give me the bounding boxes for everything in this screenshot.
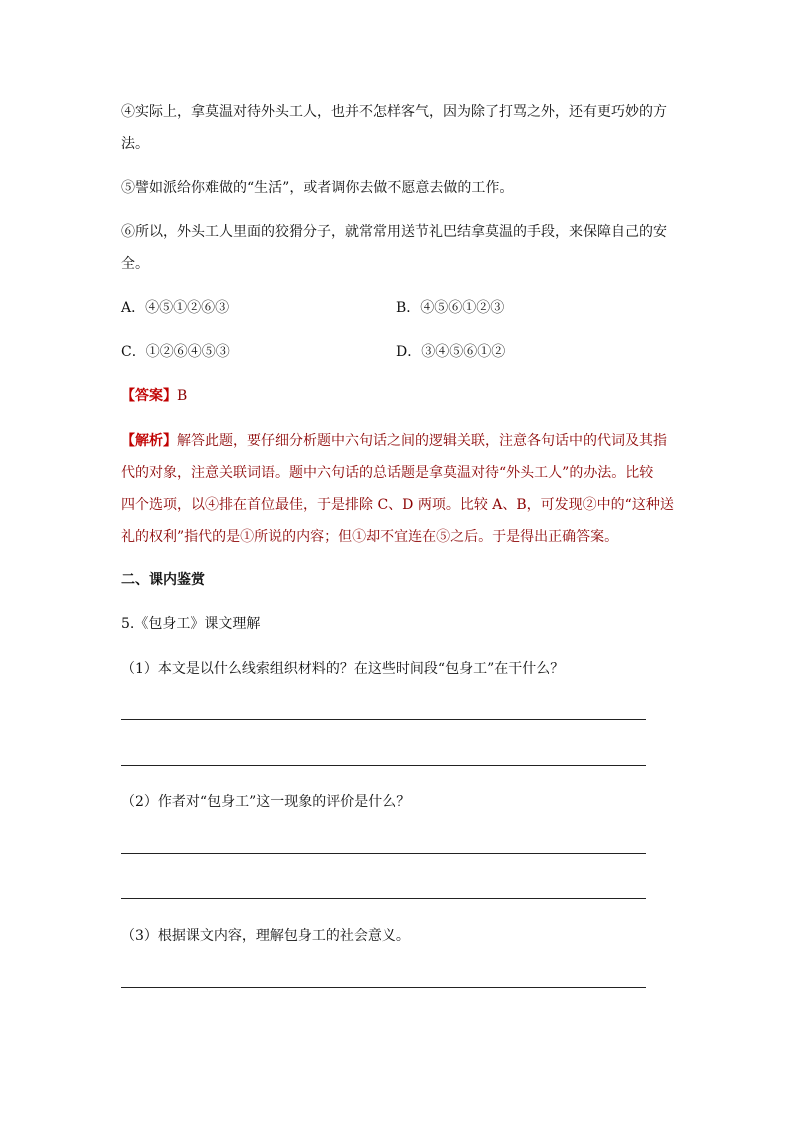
option-a: A．④⑤①②⑥③ <box>121 300 230 316</box>
section-heading: 二、课内鉴赏 <box>121 572 205 588</box>
analysis-text-1: 解答此题，要仔细分析题中六句话之间的逻辑关联，注意各句话中的代词及其指 <box>177 433 667 449</box>
question-title: 5.《包身工》课文理解 <box>121 616 261 632</box>
sentence-5: ⑤譬如派给你难做的“生活”，或者调你去做不愿意去做的工作。 <box>121 180 514 196</box>
answer-blank-line[interactable] <box>121 987 646 988</box>
question-1: （1）本文是以什么线索组织材料的？在这些时间段“包身工”在干什么？ <box>121 661 565 677</box>
answer-row <box>121 386 187 406</box>
analysis-line-3: 四个选项，以④排在首位最佳，于是排除 C、D 两项。比较 A、B，可发现②中的“这种送 <box>121 497 674 513</box>
option-d: D．③④⑤⑥①② <box>396 344 506 360</box>
question-2: （2）作者对“包身工”这一现象的评价是什么？ <box>121 794 411 810</box>
option-c: C．①②⑥④⑤③ <box>121 344 230 360</box>
analysis-line-4: 礼的权利”指代的是①所说的内容；但①却不宜连在⑤之后。于是得出正确答案。 <box>121 529 619 545</box>
option-b: B．④⑤⑥①②③ <box>396 300 505 316</box>
answer-value: B <box>177 388 188 404</box>
answer-label: 【答案】 <box>121 388 177 404</box>
sentence-6-line-2: 全。 <box>121 256 149 272</box>
analysis-line-1 <box>121 431 667 451</box>
answer-blank-line[interactable] <box>121 719 646 720</box>
analysis-line-2: 代的对象，注意关联词语。题中六句话的总话题是拿莫温对待“外头工人”的办法。比较 <box>121 465 654 481</box>
question-3: （3）根据课文内容，理解包身工的社会意义。 <box>121 928 410 944</box>
sentence-6-line-1: ⑥所以，外头工人里面的狡猾分子，就常常用送节礼巴结拿莫温的手段，来保障自己的安 <box>121 224 667 240</box>
answer-blank-line[interactable] <box>121 898 646 899</box>
answer-blank-line[interactable] <box>121 765 646 766</box>
analysis-label: 【解析】 <box>121 433 177 449</box>
answer-blank-line[interactable] <box>121 853 646 854</box>
sentence-4-line-1: ④实际上，拿莫温对待外头工人，也并不怎样客气，因为除了打骂之外，还有更巧妙的方 <box>121 104 667 120</box>
sentence-4-line-2: 法。 <box>121 136 149 152</box>
